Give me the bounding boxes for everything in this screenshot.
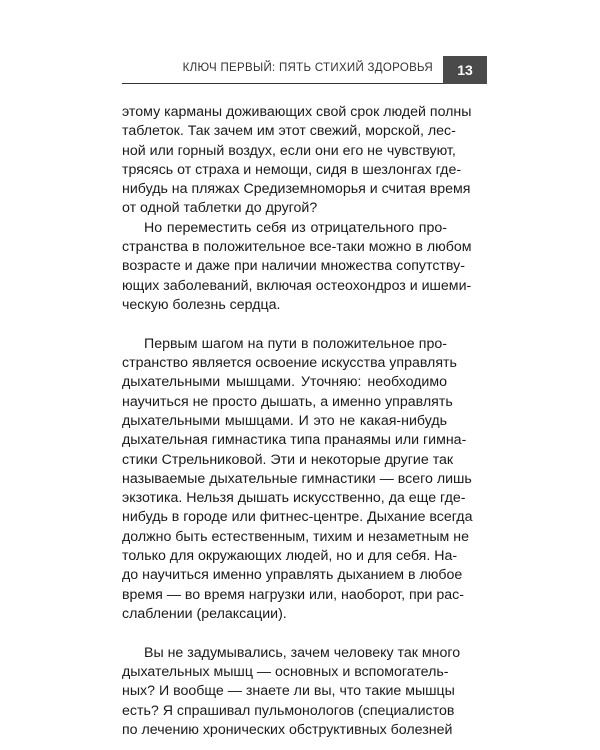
body-text (122, 103, 473, 740)
paragraph-gap (122, 315, 447, 335)
text-line: по лечению хронических обструктивных болезней (122, 721, 453, 738)
text-line: возрасте и даже при наличии множества сопутству- (122, 258, 465, 275)
paragraph-gap (122, 624, 447, 644)
text-line: слаблении (релаксации). (122, 605, 287, 622)
text-line: дыхательных мышц — основных и вспомогатель- (122, 664, 449, 681)
header-rule (122, 83, 443, 84)
text-line: ческую болезнь сердца. (122, 296, 281, 313)
page-header (122, 56, 487, 86)
text-line: ющих заболеваний, включая остеохондроз и ишеми- (122, 277, 472, 294)
text-line: нибудь в городе или фитнес-центре. Дыхание всегда (122, 509, 473, 526)
text-line: должно быть естественным, тихим и незаметным не (122, 528, 469, 545)
text-line: этому карманы доживающих свой срок людей полны (122, 104, 472, 120)
text-line: время — во время нагрузки или, наоборот, при рас- (122, 586, 464, 603)
paragraph (122, 103, 472, 219)
text-line: называемые дыхательные гимнастики — всего лишь (122, 470, 472, 487)
text-line: до научиться именно управлять дыханием в любое (122, 567, 463, 584)
text-line: ной или горный воздух, если они его не чувствуют, (122, 142, 456, 159)
text-line: нибудь на пляжах Средиземноморья и считая время (122, 181, 471, 198)
text-line: экзотика. Нельзя дышать искусственно, да еще где- (122, 490, 466, 507)
paragraph (122, 644, 461, 740)
text-line: трясясь от страха и немощи, сидя в шезлонгах где- (122, 161, 462, 178)
text-line: странство является освоение искусства управлять (122, 355, 457, 372)
text-line: таблеток. Так зачем им этот свежий, морской, лес- (122, 123, 456, 140)
text-line: Но переместить себя из отрицательного про- (144, 219, 447, 236)
running-head: КЛЮЧ ПЕРВЫЙ: ПЯТЬ СТИХИЙ ЗДОРОВЬЯ (182, 62, 433, 74)
text-line: странства в положительное все-таки можно в любом (122, 239, 472, 256)
text-line: Вы не задумывались, зачем человеку так много (144, 644, 461, 661)
text-line: стики Стрельниковой. Эти и некоторые другие так (122, 451, 454, 468)
text-line: дыхательными мышцами. Уточняю: необходимо (122, 374, 447, 391)
text-line: только для окружающих людей, но и для себя. На- (122, 548, 458, 565)
paragraph (122, 335, 473, 624)
page-number: 13 (443, 56, 487, 84)
text-line: ных? И вообще — знаете ли вы, что такие мышцы (122, 683, 455, 700)
text-line: научиться не просто дышать, а именно управлять (122, 393, 453, 410)
text-line: дыхательная гимнастика типа пранаямы или гимна- (122, 432, 467, 449)
text-line: Первым шагом на пути в положительное про- (144, 335, 447, 352)
text-line: есть? Я спрашивал пульмонологов (специалистов (122, 702, 455, 719)
paragraph (122, 219, 472, 315)
text-line: от одной таблетки до другой? (122, 200, 318, 217)
text-line: дыхательными мышцами. И это не какая-нибудь (122, 412, 447, 429)
